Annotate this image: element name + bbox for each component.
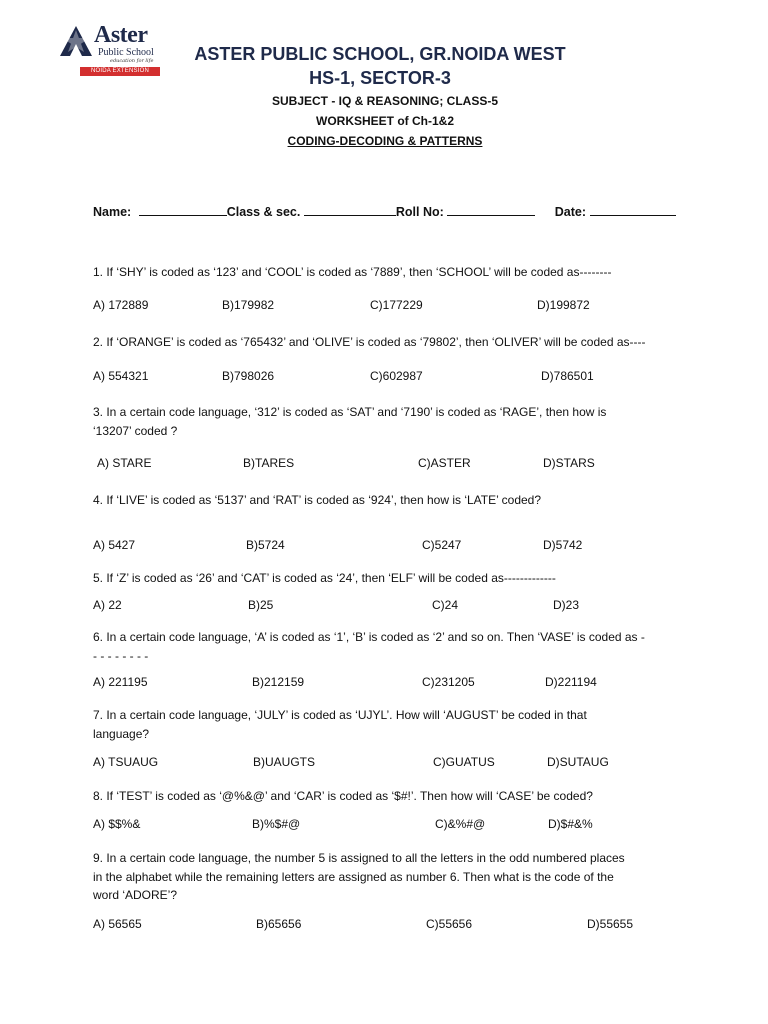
question-3 <box>93 403 688 440</box>
option-a: A) STARE <box>97 456 152 470</box>
option-b: B)TARES <box>243 456 295 470</box>
option-d: D)$#&% <box>548 817 593 831</box>
subject-line: SUBJECT - IQ & REASONING; CLASS-5 <box>271 94 499 108</box>
option-c: C)&%#@ <box>435 817 486 831</box>
question-text-line: 2. If ‘ORANGE’ is coded as ‘765432’ and ‘OLIVE’ is coded as ‘79802’, then ‘OLIVER’ will be coded as---- <box>93 335 646 349</box>
option-c: C)602987 <box>370 369 423 383</box>
question-7 <box>93 706 688 743</box>
option-c: C)55656 <box>426 917 473 931</box>
option-d: D)786501 <box>541 369 594 383</box>
option-c: C)231205 <box>422 675 475 689</box>
question-text-line: 6. In a certain code language, ‘A’ is coded as ‘1’, ‘B’ is coded as ‘2’ and so on. Then ‘VASE’ is coded as - <box>93 630 645 644</box>
question-text-line: 3. In a certain code language, ‘312’ is coded as ‘SAT’ and ‘7190’ is coded as ‘RAGE’, then how is <box>93 405 607 419</box>
option-c: C)GUATUS <box>433 755 495 769</box>
option-d: D)23 <box>553 598 580 612</box>
roll-field[interactable] <box>447 203 535 216</box>
topic-line: CODING-DECODING & PATTERNS <box>287 134 483 148</box>
option-a: A) 172889 <box>93 298 149 312</box>
school-location: HS-1, SECTOR-3 <box>309 68 451 88</box>
logo-subtitle: Public School <box>98 47 154 58</box>
school-name: ASTER PUBLIC SCHOOL, GR.NOIDA WEST <box>194 44 566 64</box>
question-text-line: word ‘ADORE’? <box>93 888 178 902</box>
date-label: Date: <box>554 205 587 219</box>
name-field[interactable] <box>139 203 227 216</box>
logo-tagline: education for life <box>110 58 154 64</box>
logo-ribbon: NOIDA EXTENSION <box>80 67 160 76</box>
class-label: Class & sec. <box>226 205 301 219</box>
question-text-line: 1. If ‘SHY’ is coded as ‘123’ and ‘COOL’ is coded as ‘7889’, then ‘SCHOOL’ will be coded as-------- <box>93 265 612 279</box>
option-d: D)199872 <box>537 298 590 312</box>
name-label: Name: <box>93 205 132 219</box>
question-6 <box>93 628 688 665</box>
question-text-line: in the alphabet while the remaining letters are assigned as number 6. Then what is the code of the <box>93 869 614 884</box>
question-8 <box>93 787 688 806</box>
option-a: A) 221195 <box>93 675 148 689</box>
question-5 <box>93 569 688 588</box>
option-c: C)177229 <box>370 298 423 312</box>
option-a: A) 5427 <box>93 538 136 552</box>
question-text-line: - - - - - - - - <box>93 648 149 663</box>
roll-label: Roll No: <box>395 205 444 219</box>
logo-star-icon <box>60 26 92 56</box>
option-b: B)798026 <box>222 369 275 383</box>
option-a: A) 22 <box>93 598 122 612</box>
question-text-line: 5. If ‘Z’ is coded as ‘26’ and ‘CAT’ is coded as ‘24’, then ‘ELF’ will be coded as------------- <box>93 571 556 585</box>
option-d: D)SUTAUG <box>547 755 609 769</box>
school-logo <box>60 22 170 76</box>
question-text-line: 8. If ‘TEST’ is coded as ‘@%&@’ and ‘CAR’ is coded as ‘$#!’. Then how will ‘CASE’ be coded? <box>93 789 593 803</box>
question-text-line: 9. In a certain code language, the number 5 is assigned to all the letters in the odd numbered places <box>93 851 625 865</box>
worksheet-line: WORKSHEET of Ch-1&2 <box>316 114 454 128</box>
question-4 <box>93 491 688 510</box>
option-b: B)%$#@ <box>252 817 301 831</box>
option-c: C)5247 <box>422 538 462 552</box>
question-text-line: 4. If ‘LIVE’ is coded as ‘5137’ and ‘RAT’ is coded as ‘924’, then how is ‘LATE’ coded? <box>93 493 542 507</box>
question-text-line: 7. In a certain code language, ‘JULY’ is coded as ‘UJYL’. How will ‘AUGUST’ be coded in that <box>93 708 587 722</box>
logo-brand: Aster <box>94 22 148 48</box>
option-b: B)179982 <box>222 298 275 312</box>
option-d: D)55655 <box>587 917 634 931</box>
option-b: B)212159 <box>252 675 305 689</box>
option-b: B)5724 <box>246 538 285 552</box>
student-info-fields <box>93 203 676 219</box>
option-c: C)24 <box>432 598 459 612</box>
question-text-line: ‘13207’ coded ? <box>93 423 178 438</box>
question-1 <box>93 263 688 282</box>
option-d: D)STARS <box>543 456 595 470</box>
option-c: C)ASTER <box>418 456 471 470</box>
option-d: D)221194 <box>545 675 597 689</box>
option-b: B)65656 <box>256 917 302 931</box>
question-9 <box>93 849 688 905</box>
question-text-line: language? <box>93 726 150 741</box>
option-a: A) 56565 <box>93 917 142 931</box>
class-field[interactable] <box>304 203 396 216</box>
option-a: A) TSUAUG <box>93 755 159 769</box>
option-d: D)5742 <box>543 538 583 552</box>
option-b: B)25 <box>248 598 274 612</box>
option-a: A) $$%& <box>93 817 141 831</box>
option-a: A) 554321 <box>93 369 149 383</box>
question-2 <box>93 333 688 352</box>
option-b: B)UAUGTS <box>253 755 316 769</box>
date-field[interactable] <box>590 203 676 216</box>
